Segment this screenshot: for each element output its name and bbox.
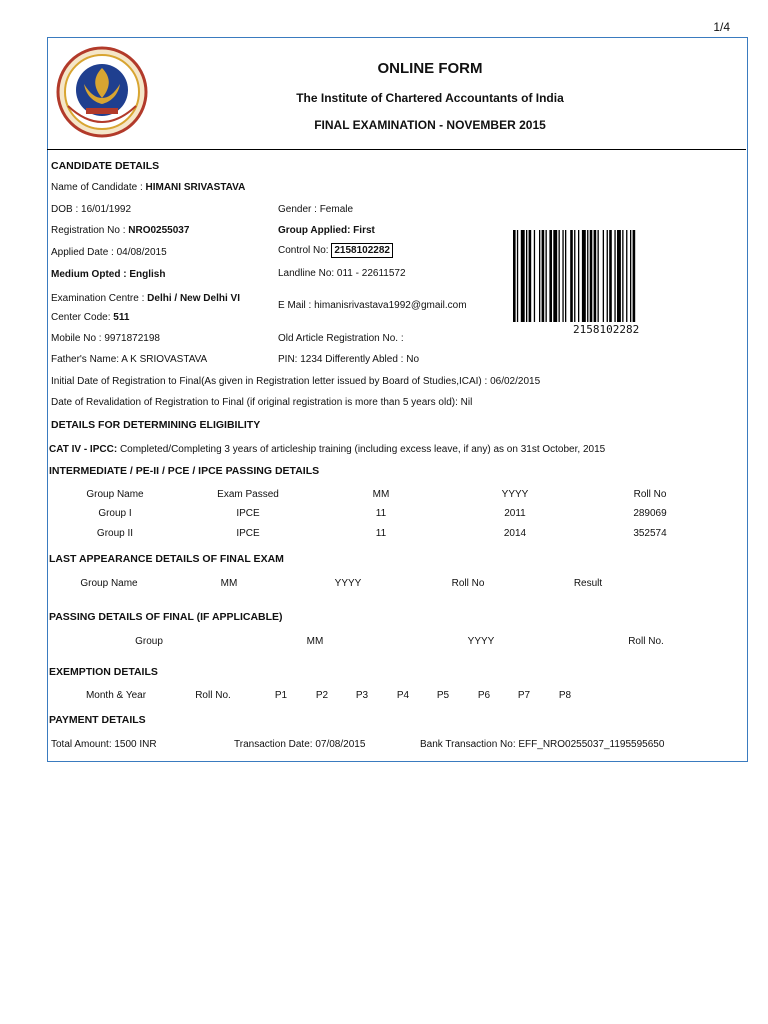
barcode-bar bbox=[574, 230, 575, 322]
exemption-header-roll: Roll No. bbox=[195, 690, 231, 701]
applied-date: Applied Date : 04/08/2015 bbox=[51, 247, 167, 258]
barcode-bar bbox=[630, 230, 631, 322]
passing-header-mm: MM bbox=[306, 636, 324, 647]
barcode-bar bbox=[594, 230, 597, 322]
barcode-bar bbox=[622, 230, 623, 322]
section-exemption: EXEMPTION DETAILS bbox=[49, 666, 158, 678]
form-title: ONLINE FORM bbox=[377, 60, 483, 77]
inter-header-yyyy: YYYY bbox=[501, 489, 529, 500]
barcode-bar bbox=[578, 230, 579, 322]
barcode-bar bbox=[553, 230, 557, 322]
exam-name: FINAL EXAMINATION - NOVEMBER 2015 bbox=[314, 118, 546, 132]
gender: Gender : Female bbox=[278, 204, 354, 215]
barcode-bar bbox=[539, 230, 540, 322]
barcode-bar bbox=[590, 230, 593, 322]
revalidation-date: Date of Revalidation of Registration to Final (if original registration is more than 5 years old): Nil bbox=[51, 397, 473, 408]
icai-logo bbox=[56, 46, 148, 138]
last-header-roll: Roll No bbox=[451, 578, 485, 589]
initial-reg-date: Initial Date of Registration to Final(As given in Registration letter issued by Board of Studies,ICAI) : 06/02/2015 bbox=[51, 376, 541, 387]
exemption-header-p1: P1 bbox=[274, 690, 288, 701]
eligibility-cat-text: Completed/Completing 3 years of articleship training (including excess leave, if any) as on 31st October, 2015 bbox=[119, 444, 606, 455]
control-no bbox=[278, 245, 393, 256]
barcode-bar bbox=[603, 230, 604, 322]
father-name: Father's Name: A K SRIOVASTAVA bbox=[51, 354, 208, 365]
table-cell: Group I bbox=[98, 508, 132, 519]
table-cell: 352574 bbox=[633, 528, 667, 539]
table-cell: 11 bbox=[375, 508, 387, 519]
old-article-reg: Old Article Registration No. : bbox=[278, 333, 404, 344]
barcode-bar bbox=[587, 230, 588, 322]
pin-abled: PIN: 1234 Differently Abled : No bbox=[278, 354, 420, 365]
table-cell: 2011 bbox=[504, 508, 526, 519]
barcode-bar bbox=[559, 230, 560, 322]
last-header-mm: MM bbox=[220, 578, 238, 589]
exemption-header-p5: P5 bbox=[436, 690, 450, 701]
inter-header-group: Group Name bbox=[86, 489, 144, 500]
barcode-bar bbox=[521, 230, 525, 322]
registration-label: Registration No : bbox=[51, 225, 129, 236]
institute-name: The Institute of Chartered Accountants of India bbox=[296, 91, 564, 105]
barcode-bar bbox=[617, 230, 621, 322]
exemption-header-p2: P2 bbox=[315, 690, 329, 701]
exemption-header-month: Month & Year bbox=[85, 690, 147, 701]
barcode-bar bbox=[513, 230, 516, 322]
control-value: 2158102282 bbox=[331, 243, 393, 258]
exam-centre-label: Examination Centre : bbox=[51, 293, 148, 304]
candidate-name-label: Name of Candidate : bbox=[51, 182, 146, 193]
table-cell: 11 bbox=[375, 528, 387, 539]
barcode-bar bbox=[609, 230, 612, 322]
inter-header-roll: Roll No bbox=[633, 489, 667, 500]
exemption-header-p3: P3 bbox=[355, 690, 369, 701]
center-code-value: 511 bbox=[113, 312, 130, 323]
dob: DOB : 16/01/1992 bbox=[51, 204, 132, 215]
barcode-bar bbox=[626, 230, 627, 322]
passing-header-yyyy: YYYY bbox=[467, 636, 495, 647]
header-divider bbox=[47, 149, 746, 150]
transaction-date: Transaction Date: 07/08/2015 bbox=[234, 739, 366, 750]
center-code-label: Center Code: bbox=[51, 312, 114, 323]
exemption-header-p4: P4 bbox=[396, 690, 410, 701]
last-header-yyyy: YYYY bbox=[334, 578, 362, 589]
barcode-bar bbox=[529, 230, 532, 322]
exemption-header-p7: P7 bbox=[517, 690, 531, 701]
center-code bbox=[51, 312, 129, 323]
last-header-group: Group Name bbox=[80, 578, 138, 589]
barcode-bar bbox=[526, 230, 527, 322]
eligibility-cat-label: CAT IV - IPCC: bbox=[49, 444, 120, 455]
email: E Mail : himanisrivastava1992@gmail.com bbox=[278, 300, 467, 311]
table-cell: 289069 bbox=[633, 508, 667, 519]
table-cell: 2014 bbox=[503, 528, 527, 539]
candidate-name bbox=[51, 182, 245, 193]
exemption-header-p8: P8 bbox=[558, 690, 572, 701]
exam-centre bbox=[51, 293, 240, 304]
section-payment: PAYMENT DETAILS bbox=[49, 714, 146, 726]
bank-transaction-no: Bank Transaction No: EFF_NRO0255037_1195595650 bbox=[420, 739, 665, 750]
inter-header-exam: Exam Passed bbox=[217, 489, 279, 500]
landline: Landline No: 011 - 22611572 bbox=[278, 268, 406, 279]
section-passing-final: PASSING DETAILS OF FINAL (IF APPLICABLE) bbox=[49, 611, 283, 623]
group-applied: Group Applied: First bbox=[278, 225, 375, 236]
barcode-bar bbox=[517, 230, 518, 322]
section-candidate-details: CANDIDATE DETAILS bbox=[51, 160, 160, 172]
barcode-bar bbox=[614, 230, 615, 322]
barcode-number: 2158102282 bbox=[573, 323, 640, 336]
barcode-bar bbox=[607, 230, 608, 322]
table-cell: IPCE bbox=[236, 528, 260, 539]
control-label: Control No: bbox=[278, 245, 332, 256]
table-cell: IPCE bbox=[236, 508, 260, 519]
barcode-bar bbox=[565, 230, 566, 322]
barcode-bar bbox=[562, 230, 563, 322]
last-header-result: Result bbox=[573, 578, 603, 589]
table-cell: Group II bbox=[96, 528, 134, 539]
barcode-bar bbox=[534, 230, 535, 322]
exam-centre-value: Delhi / New Delhi VI bbox=[147, 293, 240, 304]
exemption-header-p6: P6 bbox=[477, 690, 491, 701]
barcode-bar bbox=[546, 230, 547, 322]
inter-header-mm: MM bbox=[372, 489, 390, 500]
total-amount: Total Amount: 1500 INR bbox=[51, 739, 157, 750]
barcode-bar bbox=[570, 230, 573, 322]
section-eligibility: DETAILS FOR DETERMINING ELIGIBILITY bbox=[51, 419, 261, 431]
barcode-bar bbox=[549, 230, 552, 322]
section-intermediate: INTERMEDIATE / PE-II / PCE / IPCE PASSING DETAILS bbox=[49, 465, 320, 477]
medium-opted: Medium Opted : English bbox=[51, 269, 166, 280]
eligibility-category bbox=[49, 444, 605, 455]
barcode-bar bbox=[598, 230, 599, 322]
page-number: 1/4 bbox=[713, 20, 730, 34]
candidate-name-value: HIMANI SRIVASTAVA bbox=[145, 182, 246, 193]
registration-no bbox=[51, 225, 189, 236]
mobile-no: Mobile No : 9971872198 bbox=[51, 333, 160, 344]
barcode-bar bbox=[582, 230, 586, 322]
barcode bbox=[513, 230, 698, 322]
barcode-bar bbox=[633, 230, 636, 322]
barcode-bar bbox=[542, 230, 545, 322]
passing-header-group: Group bbox=[135, 636, 163, 647]
passing-header-roll: Roll No. bbox=[628, 636, 664, 647]
section-last-appearance: LAST APPEARANCE DETAILS OF FINAL EXAM bbox=[49, 553, 284, 565]
registration-value: NRO0255037 bbox=[128, 225, 190, 236]
